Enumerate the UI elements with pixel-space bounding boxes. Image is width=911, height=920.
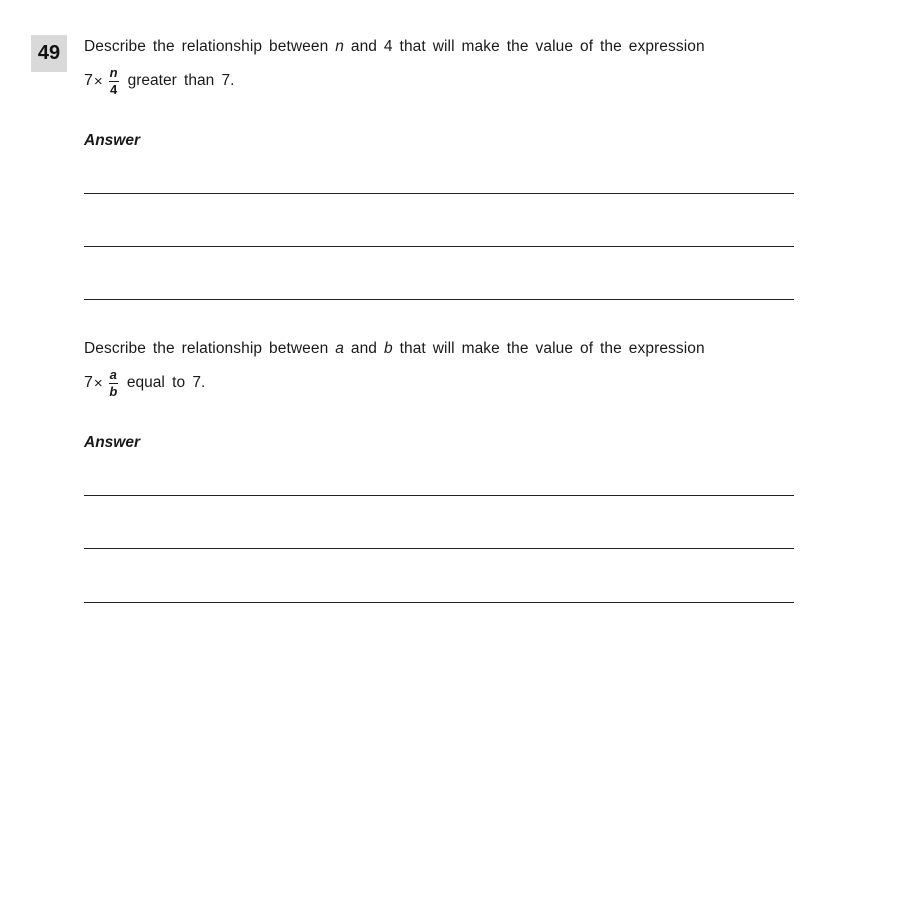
expression-condition: greater than 7. xyxy=(127,72,235,89)
part-b-prompt xyxy=(84,338,794,360)
prompt-text-continued: that will make the value of the expression xyxy=(392,340,705,357)
answer-line-3[interactable] xyxy=(84,299,794,300)
answer-line-3[interactable] xyxy=(84,602,794,603)
fraction-denominator: 4 xyxy=(110,81,118,97)
prompt-text: Describe the relationship between xyxy=(84,38,336,55)
prompt-text: Describe the relationship between xyxy=(84,340,336,357)
variable-a: a xyxy=(335,340,344,357)
coefficient: 7 xyxy=(84,72,93,89)
times-symbol: × xyxy=(93,72,103,90)
expression-condition: equal to 7. xyxy=(126,374,206,391)
times-symbol: × xyxy=(93,374,103,392)
prompt-text-continued: and 4 that will make the value of the expression xyxy=(343,38,705,55)
answer-line-1[interactable] xyxy=(84,193,794,194)
answer-label: Answer xyxy=(84,434,140,451)
fraction-numerator: n xyxy=(109,64,118,80)
part-b-expression xyxy=(84,366,794,400)
question-number-badge: 49 xyxy=(31,35,67,72)
answer-line-2[interactable] xyxy=(84,246,794,247)
variable-n: n xyxy=(335,38,344,55)
answer-line-1[interactable] xyxy=(84,495,794,496)
part-a-expression xyxy=(84,64,794,98)
fraction-denominator: b xyxy=(109,383,118,399)
coefficient: 7 xyxy=(84,374,93,391)
fraction-a-over-b xyxy=(109,368,118,399)
variable-b: b xyxy=(383,340,393,357)
answer-label: Answer xyxy=(84,132,140,149)
fraction-n-over-4 xyxy=(109,66,119,97)
question-part-a xyxy=(84,36,794,150)
fraction-numerator: a xyxy=(109,366,117,382)
prompt-text-and: and xyxy=(343,340,384,357)
question-part-b xyxy=(84,338,794,452)
answer-line-2[interactable] xyxy=(84,548,794,549)
part-a-prompt xyxy=(84,36,794,58)
